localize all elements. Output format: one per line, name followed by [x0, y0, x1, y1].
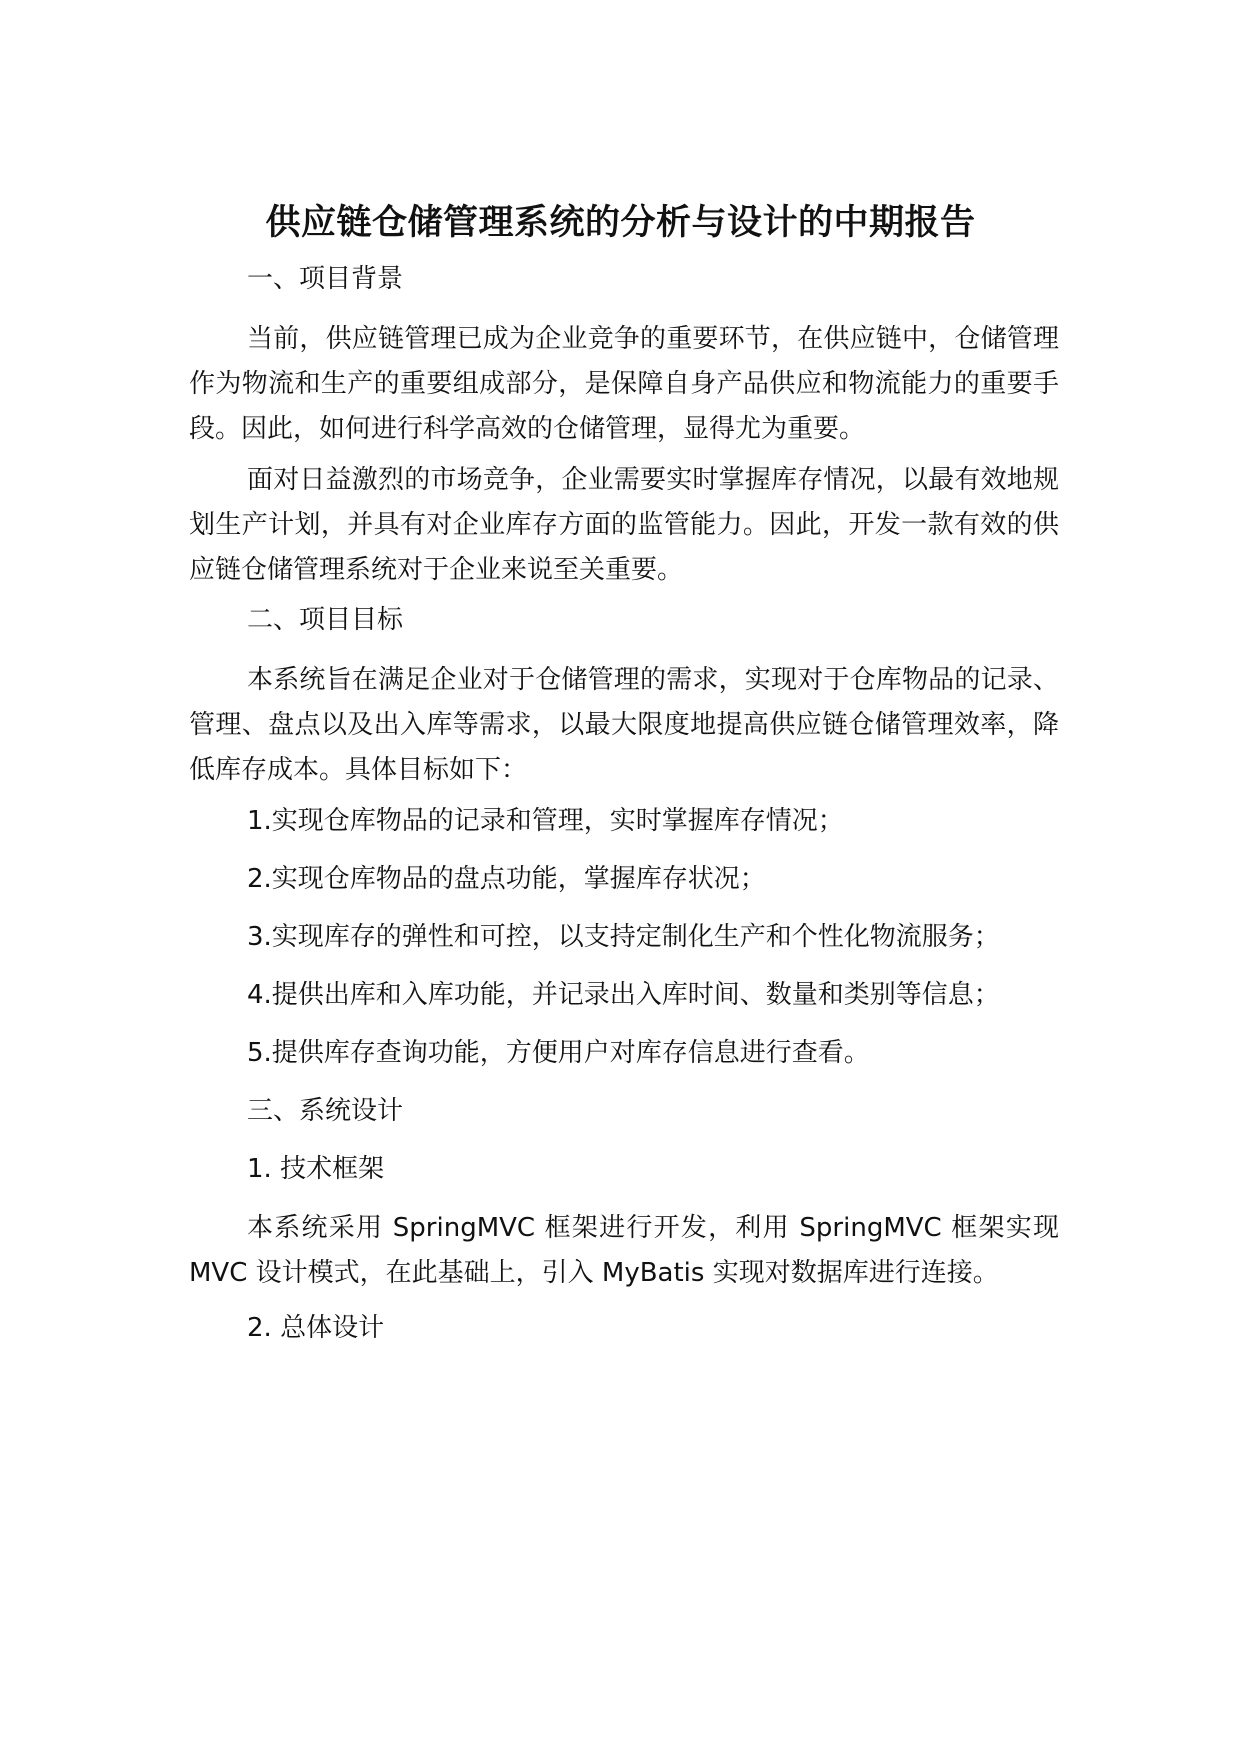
paragraph-background-1: 当前，供应链管理已成为企业竞争的重要环节，在供应链中，仓储管理作为物流和生产的重要组成部分，是保障自身产品供应和物流能力的重要手段。因此，如何进行科学高效的仓储管理，显得尤为重要。 — [189, 324, 1059, 444]
document-title: 供应链仓储管理系统的分析与设计的中期报告 — [265, 203, 976, 244]
paragraph-goals: 本系统旨在满足企业对于仓储管理的需求，实现对于仓库物品的记录、管理、盘点以及出入库等需求，以最大限度地提高供应链仓储管理效率，降低库存成本。具体目标如下： — [189, 665, 1059, 785]
section-heading-goals: 二、项目目标 — [247, 605, 404, 635]
subsection-heading-overall-design: 2. 总体设计 — [247, 1313, 385, 1343]
subsection-heading-framework: 1. 技术框架 — [247, 1154, 385, 1184]
paragraph-background-2: 面对日益激烈的市场竞争，企业需要实时掌握库存情况，以最有效地规划生产计划，并具有对企业库存方面的监管能力。因此，开发一款有效的供应链仓储管理系统对于企业来说至关重要。 — [189, 465, 1059, 585]
section-heading-design: 三、系统设计 — [247, 1096, 404, 1126]
paragraph-framework: 本系统采用 SpringMVC 框架进行开发，利用 SpringMVC 框架实现 MVC 设计模式，在此基础上，引入 MyBatis 实现对数据库进行连接。 — [189, 1213, 1059, 1288]
goal-item-3: 3.实现库存的弹性和可控，以支持定制化生产和个性化物流服务； — [247, 922, 1000, 952]
goal-item-1: 1.实现仓库物品的记录和管理，实时掌握库存情况； — [247, 806, 844, 836]
goal-item-2: 2.实现仓库物品的盘点功能，掌握库存状况； — [247, 864, 766, 894]
goal-item-4: 4.提供出库和入库功能，并记录出入库时间、数量和类别等信息； — [247, 980, 1000, 1010]
goal-item-5: 5.提供库存查询功能，方便用户对库存信息进行查看。 — [247, 1038, 870, 1068]
section-heading-background: 一、项目背景 — [247, 264, 404, 294]
